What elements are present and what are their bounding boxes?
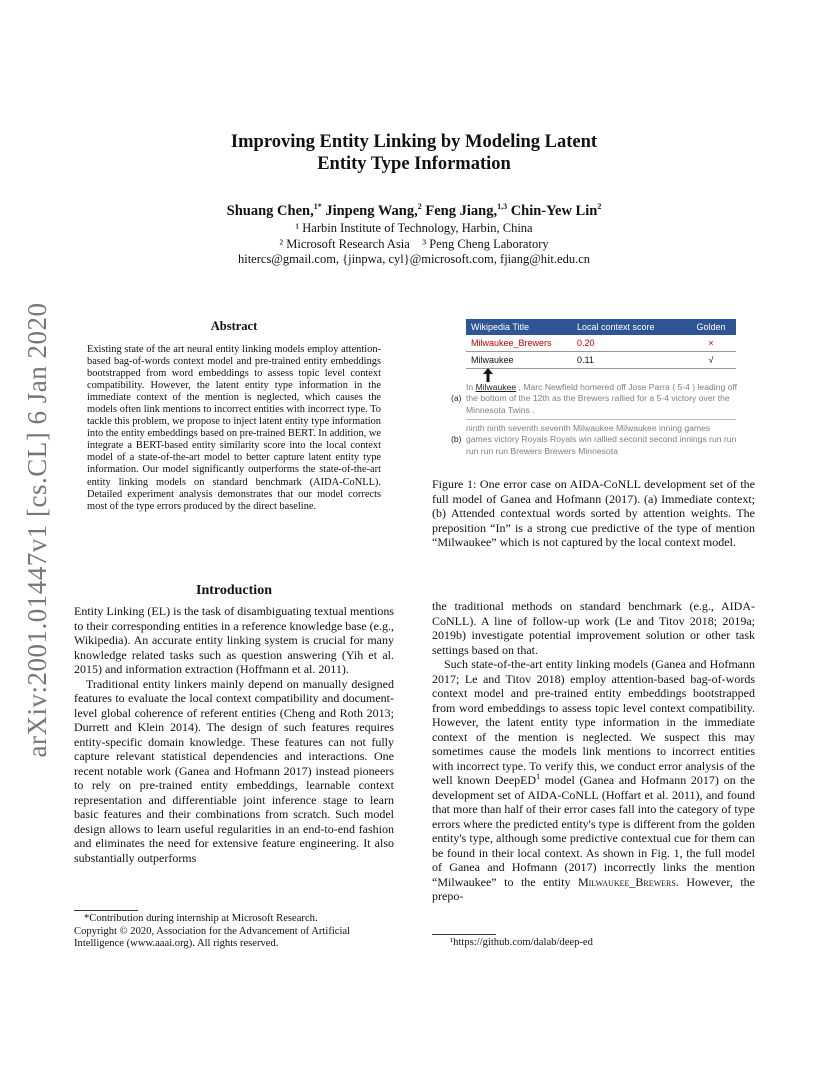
affiliation-2: ² Microsoft Research Asia ³ Peng Cheng Laboratory <box>279 237 549 251</box>
right-p2-part-b: model (Ganea and Hofmann 2017) on the development set of AIDA-CoNLL (Hoffart et al. 2011), and found that more than half of their error cases fall into the category of type errors where the predicted entity's type is different from the golden entity's type, although some predictive contextual cue for them can be found in their local context. As shown in Fig. 1, the full model of Ganea and Hofmann (2017) incorrectly links the mention “Milwaukee” to the entity <box>432 773 756 889</box>
header-golden: Golden <box>686 319 736 335</box>
attended-words: ninth ninth seventh seventh Milwaukee Milwaukee inning games games victory Royals Royals win rallied second second innings run run run run run Brewers Brewers Minnesota <box>466 423 737 456</box>
author-4-sup: 2 <box>597 202 602 212</box>
table-row <box>466 335 736 352</box>
footnote-rule-left <box>74 910 138 911</box>
author-4: Chin-Yew Lin <box>507 203 598 219</box>
label-a: (a) <box>451 393 462 403</box>
right-p2-part-c: . However, the prepo- <box>432 874 755 903</box>
figure-1-table <box>466 319 736 369</box>
header-wikipedia-title: Wikipedia Title <box>466 319 572 335</box>
author-1: Shuang Chen, <box>226 203 314 219</box>
row-title: Milwaukee <box>466 352 572 369</box>
row-score: 0.20 <box>572 335 686 352</box>
author-2-sup: 2 <box>417 202 422 212</box>
footnote-marker: 1 <box>536 772 541 781</box>
context-prefix: In <box>466 382 476 392</box>
entity-name: Milwaukee_Brewers <box>577 874 676 889</box>
right-paragraph-1: the traditional methods on standard benchmark (e.g., AIDA-CoNLL). A line of follow-up work (Le and Titov 2018; 2019a; 2019b) investigate potential improvement solution or other task settings based on that. <box>432 599 755 657</box>
figure-part-a <box>451 382 738 416</box>
author-list <box>0 203 828 220</box>
affiliation-1: ¹ Harbin Institute of Technology, Harbin, China <box>295 221 533 235</box>
figure-part-b <box>451 423 738 457</box>
row-golden: √ <box>686 352 736 369</box>
intro-paragraph-1: Entity Linking (EL) is the task of disambiguating textual mentions to their corresponding entities in a reference knowledge base (e.g., Wikipedia). An accurate entity linking system is crucial for many knowledge related tasks such as question answering (Yih et al. 2015) and information extraction (Hoffmann et al. 2011). <box>74 604 394 676</box>
paper-title <box>0 131 828 175</box>
row-score: 0.11 <box>572 352 686 369</box>
row-golden: × <box>686 335 736 352</box>
figure-divider <box>466 419 736 420</box>
right-column-body <box>432 599 755 904</box>
up-arrow-icon <box>483 368 493 382</box>
footnote-rule-right <box>432 934 496 935</box>
context-suffix: , Marc Newfield homered off Jose Parra ( 5-4 ) leading off the bottom of the 12th as the Brewers rallied for a 5-4 victory over the Minnesota Twins . <box>466 382 738 415</box>
header-local-context-score: Local context score <box>572 319 686 335</box>
title-line-1: Improving Entity Linking by Modeling Latent <box>230 132 598 152</box>
table-header-row <box>466 319 736 335</box>
table-row <box>466 352 736 369</box>
author-1-sup: 1* <box>313 202 322 212</box>
label-b: (b) <box>451 434 462 444</box>
right-p2-part-a: Such state-of-the-art entity linking models (Ganea and Hofmann 2017; Le and Titov 2018) employ attention-based bag-of-words context model and pre-trained entity embeddings bootstrapped from word embeddings to assess topic level context compatibility. However, the latent entity type information in the immediate context of the mention is neglected. We suspect this may sometimes cause the models link mentions to incorrect entities with incorrect type. To verify this, we conduct error analysis of the well known DeepED <box>432 657 755 787</box>
row-title: Milwaukee_Brewers <box>466 335 572 352</box>
candidate-table <box>466 319 736 369</box>
introduction-heading: Introduction <box>196 583 272 598</box>
author-3: Feng Jiang, <box>421 203 498 219</box>
footnote-url: ¹https://github.com/dalab/deep-ed <box>450 937 593 948</box>
author-emails: hitercs@gmail.com, {jinpwa, cyl}@microsoft.com, fjiang@hit.edu.cn <box>237 252 590 266</box>
author-2: Jinpeng Wang, <box>321 203 418 219</box>
footnote-contribution: *Contribution during internship at Microsoft Research. <box>84 913 318 924</box>
footnotes-left <box>74 913 394 951</box>
figure-caption: Figure 1: One error case on AIDA-CoNLL development set of the full model of Ganea and Hofmann (2017). (a) Immediate context; (b) Attended contextual words sorted by attention weights. The preposition “In” is a strong cue predictive of the type of mention “Milwaukee” which is not captured by the local context model. <box>432 477 755 549</box>
author-3-sup: 1,3 <box>497 202 508 212</box>
copyright-notice: Copyright © 2020, Association for the Advancement of Artificial Intelligence (www.aaai.org). All rights reserved. <box>74 925 351 949</box>
introduction-body <box>74 604 394 865</box>
mention-highlight: Milwaukee <box>475 382 517 392</box>
arxiv-identifier: arXiv:2001.01447v1 [cs.CL] 6 Jan 2020 <box>22 302 52 758</box>
intro-paragraph-2: Traditional entity linkers mainly depend on manually designed features to evaluate the local context compatibility and document-level global coherence of referent entities (Cheng and Roth 2013; Durrett and Klein 2014). The design of such features requires entity-specific domain knowledge. These features can not fully capture relevant statistical dependencies and interactions. One recent notable work (Ganea and Hofmann 2017) instead pioneers to rely on pre-trained entity embeddings, learnable context representation and differentiable joint inference stage to learn basic features and their combinations from scratch. Such model design allows to learn useful regularities in an end-to-end fashion and eliminates the need for extensive feature engineering. It also substantially outperforms <box>74 676 394 865</box>
right-paragraph-2 <box>432 657 755 904</box>
abstract-heading: Abstract <box>210 319 258 333</box>
abstract-text: Existing state of the art neural entity linking models employ attention-based bag-of-words context model and pre-trained entity embeddings bootstrapped from word embeddings to assess topic level context compatibility. However, the latent entity type information in the immediate context of the mention is neglected, which causes the models often link mentions to incorrect entities with incorrect type. To tackle this problem, we propose to inject latent entity type information into the entity embeddings based on pre-trained BERT. In addition, we integrate a BERT-based entity similarity score into the local context model of a state-of-the-art model to better capture latent entity type information. Our model significantly outperforms the state-of-the-art entity linking models on standard benchmark (AIDA-CoNLL). Detailed experiment analysis demonstrates that our model corrects most of the type errors produced by the direct baseline. <box>87 344 381 512</box>
title-line-2: Entity Type Information <box>317 154 511 174</box>
